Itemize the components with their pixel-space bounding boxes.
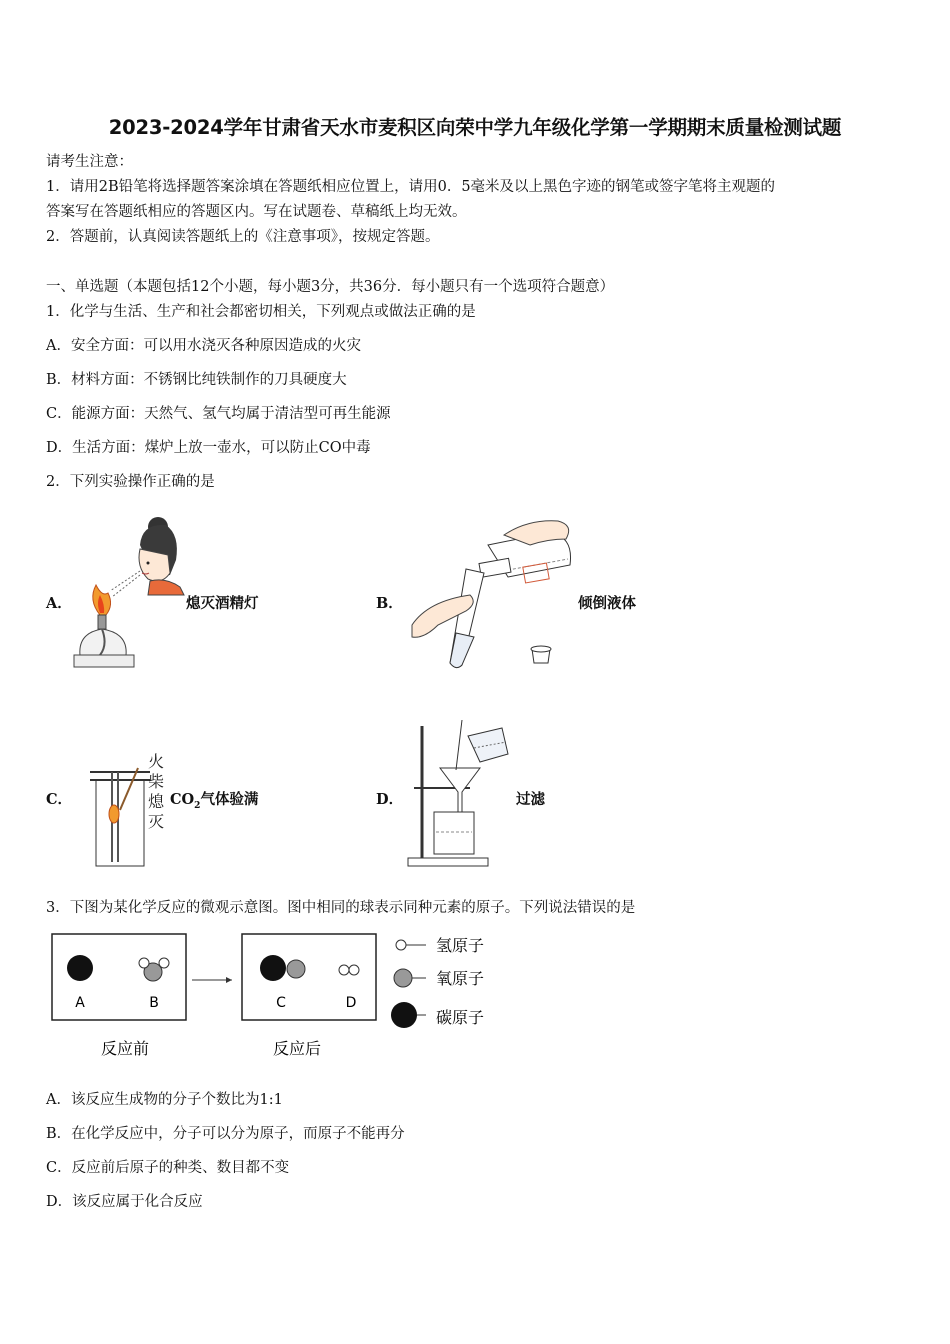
legend-hydrogen: 氢原子 xyxy=(436,936,485,955)
q2-a-letter: A． xyxy=(46,595,72,612)
q1-option-a: A．安全方面：可以用水浇灭各种原因造成的火灾 xyxy=(46,338,361,354)
legend-carbon: 碳原子 xyxy=(436,1008,485,1027)
q2-c-letter: C． xyxy=(46,791,73,808)
legend-oxygen: 氧原子 xyxy=(436,969,485,988)
q2-d-caption: 过滤 xyxy=(516,791,545,808)
match-extinguished-label: 火 柴 熄 灭 xyxy=(148,752,165,831)
q2-a-caption: 熄灭酒精灯 xyxy=(186,595,259,612)
molecule-a-label: A xyxy=(75,995,85,1011)
section-heading: 一、单选题（本题包括12个小题，每小题3分，共36分．每小题只有一个选项符合题意） xyxy=(46,279,615,295)
q3-stem: 3．下图为某化学反应的微观示意图。图中相同的球表示同种元素的原子。下列说法错误的是 xyxy=(46,900,636,916)
q2-c-caption: $CO_2$气体验满 xyxy=(170,791,259,811)
q3-option-d: D．该反应属于化合反应 xyxy=(46,1194,203,1210)
pour-liquid-illustration xyxy=(408,515,578,670)
extinguish-lamp-illustration xyxy=(70,505,185,673)
filtration-illustration xyxy=(404,720,514,870)
q3-option-b: B．在化学反应中，分子可以分为原子，而原子不能再分 xyxy=(46,1126,405,1142)
q3-option-c: C．反应前后原子的种类、数目都不变 xyxy=(46,1160,290,1176)
notice-heading: 请考生注意： xyxy=(46,154,133,170)
notice-line-1: 1．请用2B铅笔将选择题答案涂填在答题纸相应位置上，请用0．5毫米及以上黑色字迹的钢笔或签字笔将主观题的 xyxy=(46,179,776,195)
before-label: 反应前 xyxy=(100,1039,150,1058)
reaction-diagram xyxy=(46,926,506,1062)
molecule-c-label: C xyxy=(276,995,286,1011)
q2-stem: 2．下列实验操作正确的是 xyxy=(46,474,215,490)
notice-line-1b: 答案写在答题纸相应的答题区内。写在试题卷、草稿纸上均无效。 xyxy=(46,204,467,220)
molecule-b-label: B xyxy=(149,995,159,1011)
q1-option-c: C．能源方面：天然气、氢气均属于清洁型可再生能源 xyxy=(46,406,391,422)
after-label: 反应后 xyxy=(272,1039,322,1058)
q1-stem: 1．化学与生活、生产和社会都密切相关，下列观点或做法正确的是 xyxy=(46,304,476,320)
q1-option-b: B．材料方面：不锈钢比纯铁制作的刀具硬度大 xyxy=(46,372,347,388)
q2-d-letter: D． xyxy=(376,791,404,808)
page-title: 2023-2024学年甘肃省天水市麦积区向荣中学九年级化学第一学期期末质量检测试题 xyxy=(108,116,842,139)
notice-line-2: 2．答题前，认真阅读答题纸上的《注意事项》，按规定答题。 xyxy=(46,229,440,245)
q3-option-a: A．该反应生成物的分子个数比为1:1 xyxy=(46,1092,283,1108)
q2-b-caption: 倾倒液体 xyxy=(578,595,636,612)
molecule-d-label: D xyxy=(345,995,357,1011)
q2-b-letter: B． xyxy=(376,595,403,612)
q1-option-d: D．生活方面：煤炉上放一壶水，可以防止CO中毒 xyxy=(46,440,371,456)
